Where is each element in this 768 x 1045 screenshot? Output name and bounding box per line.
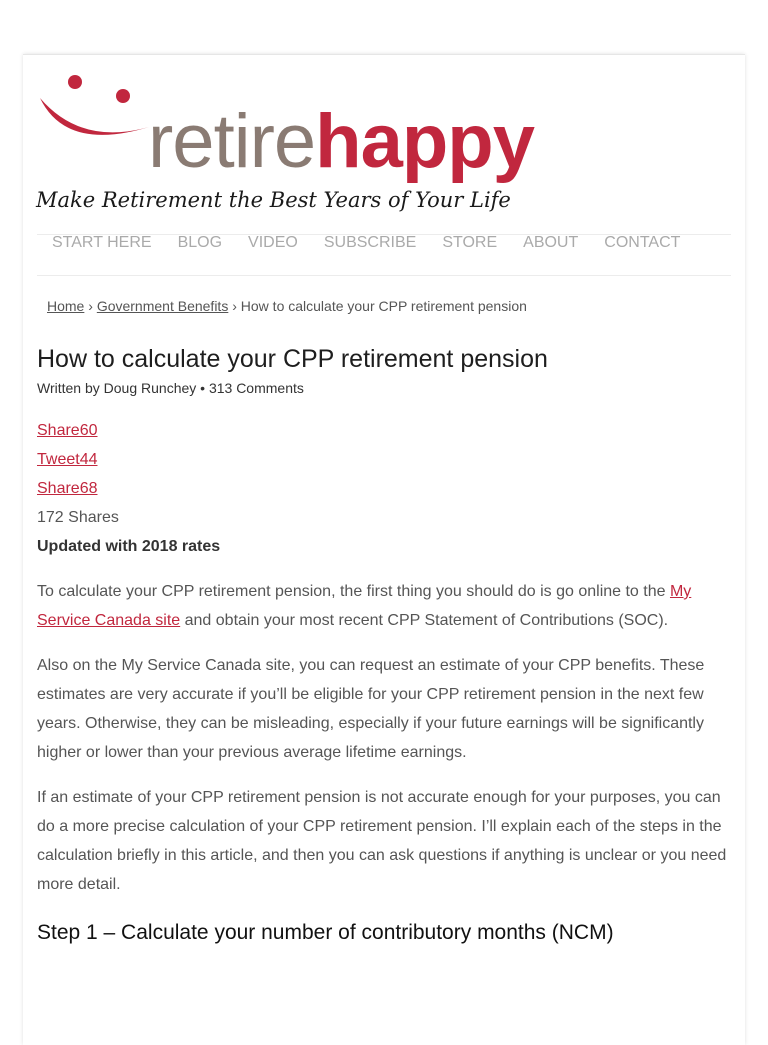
updated-note: Updated with 2018 rates bbox=[37, 538, 221, 555]
linkedin-share-link[interactable]: Share68 bbox=[37, 480, 98, 497]
logo-retire-text: retire bbox=[148, 99, 316, 184]
breadcrumb bbox=[47, 298, 527, 314]
breadcrumb-category-link[interactable]: Government Benefits bbox=[96, 298, 229, 314]
facebook-share-link[interactable]: Share60 bbox=[37, 422, 98, 439]
article bbox=[37, 343, 737, 945]
logo-wordmark bbox=[148, 99, 534, 184]
breadcrumb-current: How to calculate your CPP retirement pension bbox=[240, 298, 527, 314]
article-title: How to calculate your CPP retirement pension bbox=[37, 345, 548, 373]
main-nav bbox=[37, 234, 731, 276]
breadcrumb-separator: › bbox=[228, 298, 241, 314]
nav-item-store[interactable]: STORE bbox=[442, 234, 498, 251]
nav-item-video[interactable]: VIDEO bbox=[248, 234, 298, 251]
logo-happy-text: happy bbox=[315, 99, 534, 184]
nav-item-subscribe[interactable]: SUBSCRIBE bbox=[323, 234, 417, 251]
article-paragraph-3: If an estimate of your CPP retirement pension is not accurate enough for your purposes, you can do a more precise calculation of your CPP retirement pension. I’ll explain each of the steps in the calculation briefly in this article, and then you can ask questions if anything is unclear or you need more detail. bbox=[37, 789, 727, 893]
paragraph-text: and obtain your most recent CPP Statement of Contributions (SOC). bbox=[180, 612, 669, 629]
article-byline: Written by Doug Runchey • 313 Comments bbox=[37, 380, 304, 396]
article-paragraph-2: Also on the My Service Canada site, you can request an estimate of your CPP benefits. These estimates are very accurate if you’ll be eligible for your CPP retirement pension in the next few years. Otherwise, they can be misleading, especially if your future earnings will be significantly higher or lower than your previous average lifetime earnings. bbox=[37, 657, 705, 761]
breadcrumb-home-link[interactable]: Home bbox=[47, 298, 85, 314]
paragraph-text: To calculate your CPP retirement pension, the first thing you should do is go online to the bbox=[37, 583, 670, 600]
nav-item-blog[interactable]: BLOG bbox=[177, 234, 223, 251]
twitter-share-link[interactable]: Tweet44 bbox=[37, 451, 98, 468]
article-paragraph-1 bbox=[37, 577, 732, 635]
breadcrumb-separator: › bbox=[84, 298, 97, 314]
share-count: 172 Shares bbox=[37, 509, 119, 526]
step-1-heading: Step 1 – Calculate your number of contributory months (NCM) bbox=[37, 921, 614, 944]
my-service-canada-link[interactable]: My Service Canada site bbox=[37, 583, 692, 629]
nav-item-contact[interactable]: CONTACT bbox=[604, 234, 681, 251]
share-block bbox=[37, 416, 737, 561]
nav-item-about[interactable]: ABOUT bbox=[523, 234, 579, 251]
site-tagline: Make Retirement the Best Years of Your Life bbox=[36, 188, 511, 212]
nav-item-start-here[interactable]: START HERE bbox=[52, 234, 152, 251]
